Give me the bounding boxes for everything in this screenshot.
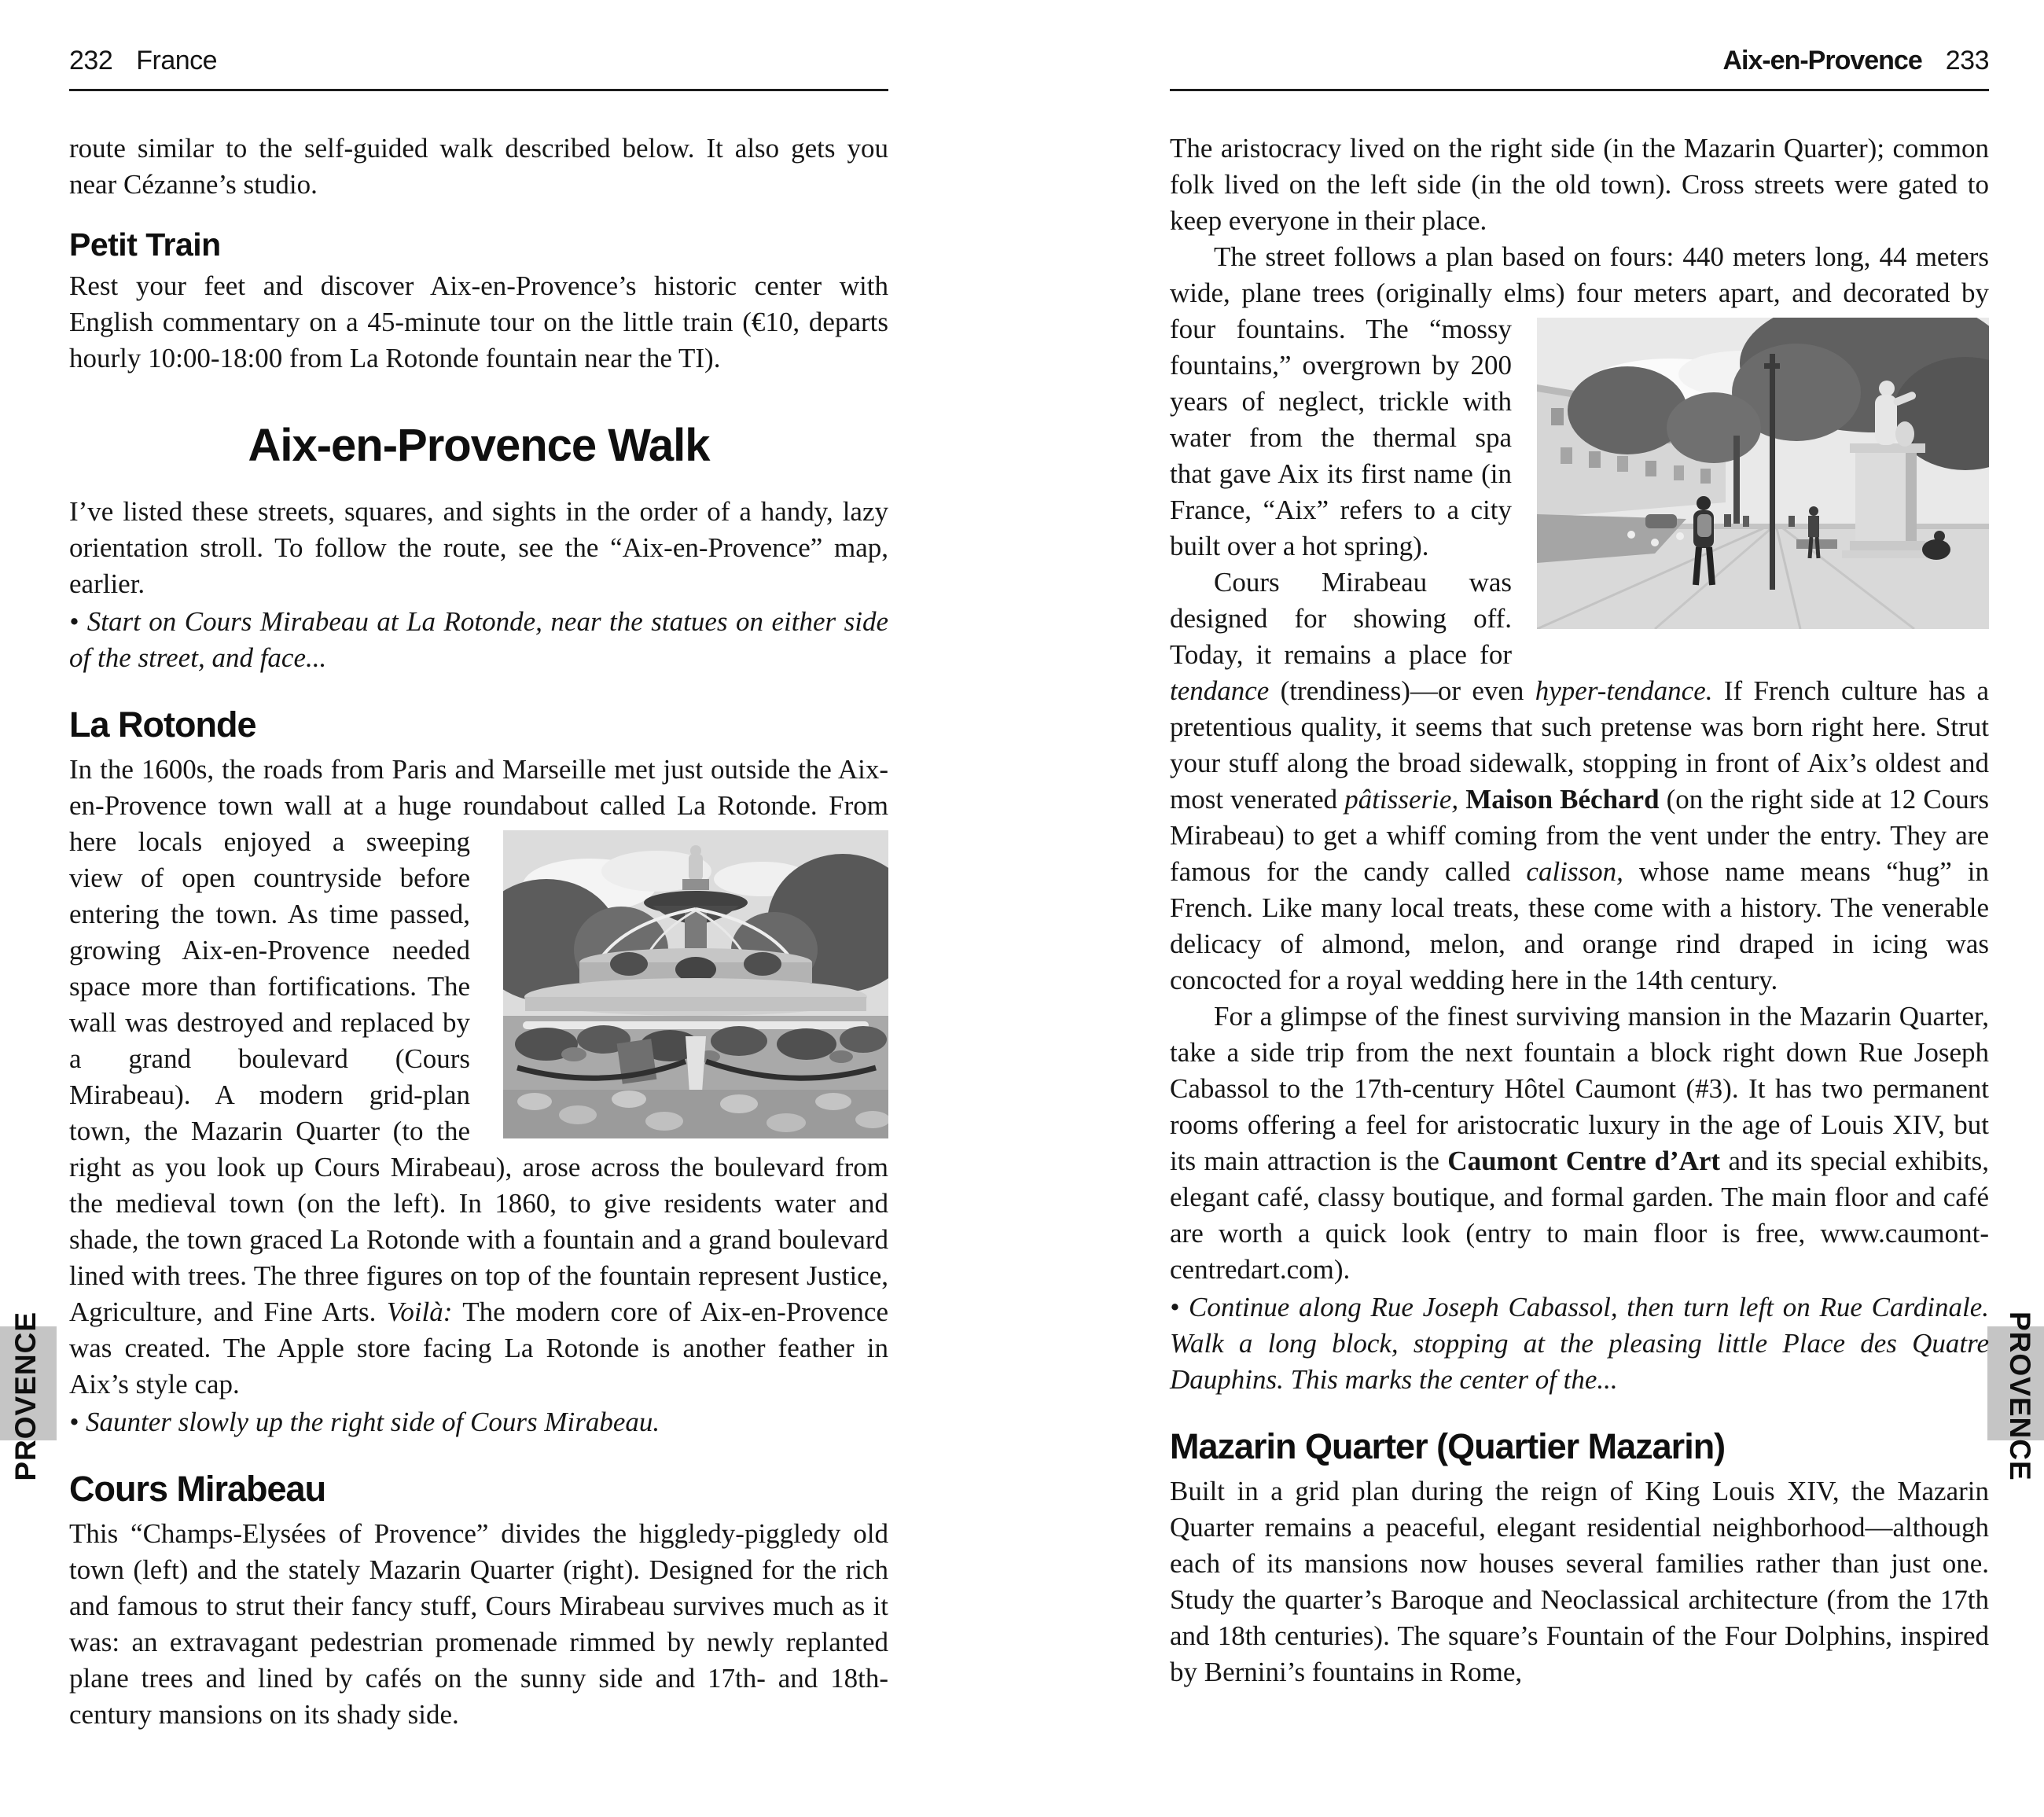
walk-title: Aix-en-Provence Walk <box>248 420 710 471</box>
la-rotonde-heading: La Rotonde <box>69 704 256 745</box>
la-rotonde-paragraph <box>69 752 888 1403</box>
left-page <box>69 46 888 1733</box>
left-provence-tab-label: PROVENCE <box>9 1311 42 1481</box>
cours-mirabeau-heading: Cours Mirabeau <box>69 1469 326 1509</box>
walk-direction-note: • Start on Cours Mirabeau at La Rotonde, near the statues on either side of the street, and face... <box>69 606 888 673</box>
continue-direction-note: • Continue along Rue Joseph Cabassol, then turn left on Rue Cardinale. Walk a long block, stopping at the pleasing little Place des Quatre Dauphins. This marks the center of the... <box>1170 1292 1989 1395</box>
cours-mirabeau-street-photo <box>1537 318 1989 629</box>
walk-intro-paragraph: I’ve listed these streets, squares, and sights in the order of a handy, lazy orientation stroll. To follow the route, see the “Aix-en-Provence” map, earlier. <box>69 496 888 599</box>
left-running-head <box>69 46 888 91</box>
left-page-section: France <box>136 46 218 75</box>
intro-paragraph: route similar to the self-guided walk described below. It also gets you near Cézanne’s studio. <box>69 133 888 200</box>
street-plan-text-rest: decorated by four fountains. The “mossy fountains,” overgrown by 200 years of neglect, trickle with water from the thermal spa that gave Aix its first name (in France, “Aix” refers to a city built over a hot spring). <box>1170 278 1989 561</box>
left-page-number: 232 <box>69 46 113 75</box>
la-rotonde-text-rest: Rotonde. From here locals enjoyed a sweeping view of open countryside before entering the town. As time passed, growing Aix-en-Provence needed space more than fortifications. The wall was destroyed and replaced by a grand boulevard (Cours Mirabeau). A modern grid-plan town, the Mazarin Quarter (to the right as you look up Cours Mirabeau), arose across the boulevard from the medieval town (on the left). In 1860, to give residents water and shade, the town graced La Rotonde with a fountain and a grand boulevard lined with trees. The three figures on top of the fountain represent Justice, Agriculture, and Fine Arts. Voilà: The modern core of Aix-en-Provence was created. The Apple store facing La Rotonde is another feather in Aix’s style cap. <box>69 790 889 1400</box>
right-provence-tab-label: PROVENCE <box>2004 1311 2036 1481</box>
aristocracy-paragraph: The aristocracy lived on the right side (in the Mazarin Quarter); common folk lived on the left side (in the old town). Cross streets were gated to keep everyone in their place. <box>1170 133 1989 236</box>
street-plan-paragraph <box>1170 239 1989 565</box>
mazarin-quarter-heading: Mazarin Quarter (Quartier Mazarin) <box>1170 1426 1726 1466</box>
mazarin-quarter-paragraph: Built in a grid plan during the reign of King Louis XIV, the Mazarin Quarter remains a peaceful, elegant residential neighborhood—although each of its mansions now houses several families rather than just one. Study the quarter’s Baroque and Neoclassical architecture (from the 17th and 18th centuries). The square’s Fountain of the Four Dolphins, inspired by Bernini’s fountains in Rome, <box>1170 1476 1989 1687</box>
cours-mirabeau-paragraph: This “Champs-Elysées of Provence” divides the higgledy-piggledy old town (left) and the stately Mazarin Quarter (right). Designed for the rich and famous to strut their fancy stuff, Cours Mirabeau survives much as it was: an extravagant pedestrian promenade rimmed by newly replanted plane trees and lined by cafés on the sunny side and 17th- and 18th-century mansions on its shady side. <box>69 1518 888 1730</box>
petit-train-paragraph: Rest your feet and discover Aix-en-Provence’s historic center with English commentary on a 45-minute tour on the little train (€10, departs hourly 10:00-18:00 from La Rotonde fountain near the TI). <box>69 270 888 373</box>
street-plan-text-start: The street follows a plan based on fours: 440 meters long, 44 meters wide, plane trees (originally elms) four meters apart, and <box>1170 241 1989 308</box>
right-page-number: 233 <box>1945 46 1989 75</box>
right-running-head <box>1170 46 1989 91</box>
right-page <box>1170 46 1989 1690</box>
petit-train-heading: Petit Train <box>69 226 221 263</box>
la-rotonde-text-start: In the 1600s, the roads from Paris and Marseille met just outside the Aix-en-Provence town wall at a huge roundabout called La <box>69 754 888 821</box>
saunter-direction-note: • Saunter slowly up the right side of Cours Mirabeau. <box>69 1407 660 1437</box>
la-rotonde-fountain-photo <box>503 830 888 1138</box>
caumont-paragraph: For a glimpse of the finest surviving mansion in the Mazarin Quarter, take a side trip from the next fountain a block right down Rue Joseph Cabassol to the 17th-century Hôtel Caumont (#3). It has two permanent rooms offering a feel for aristocratic luxury in the age of Louis XIV, but its main attraction is the Caumont Centre d’Art and its special exhibits, elegant café, classy boutique, and formal garden. The main floor and café are worth a quick look (entry to main floor is free, www.caumont-centredart.com). <box>1170 1001 1989 1285</box>
right-page-section: Aix-en-Provence <box>1722 46 1922 75</box>
showing-off-paragraph: Cours Mirabeau was designed for showing off. Today, it remains a place for tendance (trendiness)—or even hyper-tendance. If French culture has a pretentious quality, it seems that such pretense was born right here. Strut your stuff along the broad sidewalk, stopping in front of Aix’s oldest and most venerated pâtisserie, Maison Béchard (on the right side at 12 Cours Mirabeau) to get a whiff coming from the vent under the entry. They are famous for the candy called calisson, whose name means “hug” in French. Like many local treats, these come with a history. The venerable delicacy of almond, melon, and orange rind draped in icing was concocted for a royal wedding here in the 14th century. <box>1170 567 1989 995</box>
